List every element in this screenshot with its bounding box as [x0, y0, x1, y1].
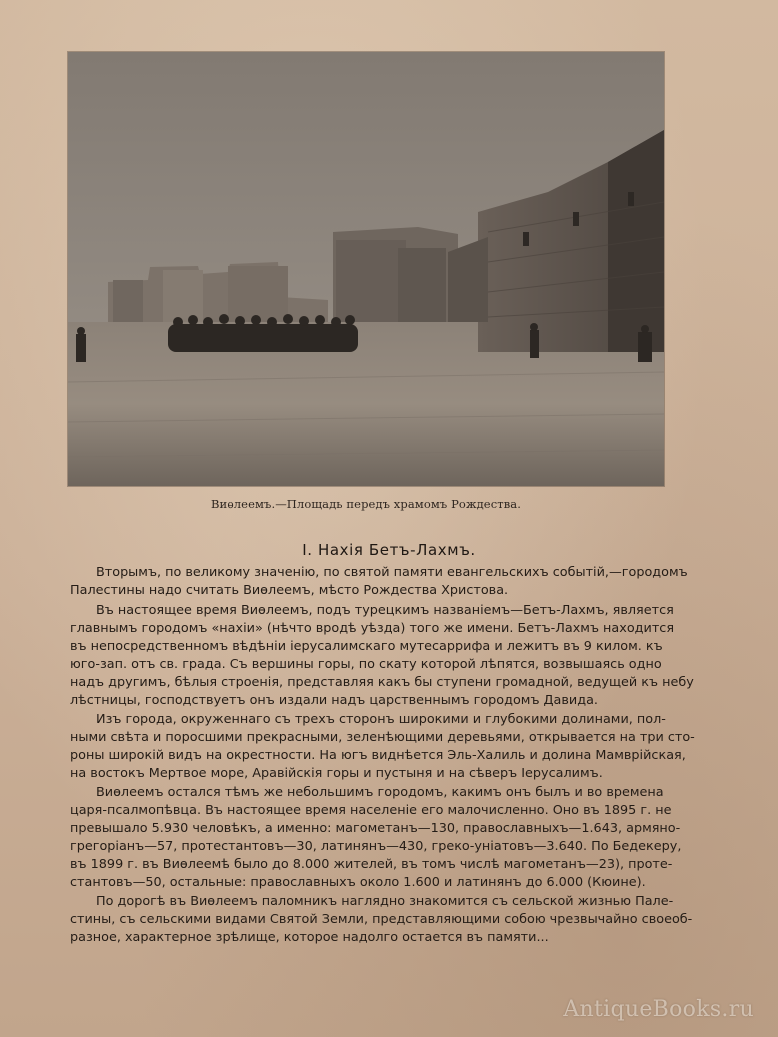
text-line: юго-зап. отъ св. града. Съ вершины горы, по скату которой лѣпятся, возвышаясь одно [70, 657, 662, 672]
section-heading: I. Нахія Бетъ-Лахмъ. [302, 541, 476, 559]
photo-illustration [68, 52, 664, 486]
text-line: ными свѣта и поросшими прекрасными, зеленѣющими деревьями, открывается на три сто- [70, 730, 695, 745]
text-line: Виѳлеемъ остался тѣмъ же небольшимъ городомъ, какимъ онъ былъ и во времена [96, 785, 664, 800]
text-line: превышало 5.930 человѣкъ, а именно: магометанъ—130, православныхъ—1.643, армяно- [70, 821, 681, 836]
text-line: главнымъ городомъ «нахіи» (нѣчто вродѣ уѣзда) того же имени. Бетъ-Лахмъ находится [70, 621, 675, 636]
photo-caption: Виѳлеемъ.—Площадь передъ храмомъ Рождества. [211, 497, 521, 511]
text-line: лѣстницы, господствуетъ онъ издали надъ царственнымъ городомъ Давида. [70, 693, 599, 708]
text-line: По дорогѣ въ Виѳлеемъ паломникъ наглядно знакомится съ сельской жизнью Пале- [96, 894, 674, 909]
text-line: надъ другимъ, бѣлыя строенія, представляя какъ бы ступени громадной, ведущей къ небу [70, 675, 694, 690]
text-line: царя-псалмопѣвца. Въ настоящее время населеніе его малочисленно. Оно въ 1895 г. не [70, 803, 672, 818]
text-line: на востокъ Мертвое море, Аравійскія горы и пустыня и на сѣверъ Іерусалимъ. [70, 766, 603, 781]
text-line: Вторымъ, по великому значенію, по святой памяти евангельскихъ событій,—городомъ [96, 565, 688, 580]
text-line: стантовъ—50, остальные: православныхъ около 1.600 и латинянъ до 6.000 (Кюине). [70, 875, 646, 890]
photo-bethlehem-square [68, 52, 664, 486]
text-line: Въ настоящее время Виѳлеемъ, подъ турецкимъ названіемъ—Бетъ-Лахмъ, является [96, 603, 674, 618]
text-line: Палестины надо считать Виѳлеемъ, мѣсто Рождества Христова. [70, 583, 509, 598]
text-line: разное, характерное зрѣлище, которое надолго остается въ памяти... [70, 930, 549, 945]
text-line: грегоріанъ—57, протестантовъ—30, латинянъ—430, греко-уніатовъ—3.640. По Бедекеру, [70, 839, 682, 854]
text-line: Изъ города, окруженнаго съ трехъ сторонъ широкими и глубокими долинами, пол- [96, 712, 666, 727]
watermark: AntiqueBooks.ru [563, 997, 754, 1022]
text-line: роны широкій видъ на окрестности. На югъ виднѣется Эль-Халиль и долина Мамврійская, [70, 748, 686, 763]
text-line: стины, съ сельскими видами Святой Земли, представляющими собою чрезвычайно своеоб- [70, 912, 693, 927]
text-line: въ непосредственномъ вѣдѣніи іерусалимскаго мутесаррифа и лежитъ въ 9 килом. къ [70, 639, 663, 654]
text-line: въ 1899 г. въ Виѳлеемѣ было до 8.000 жителей, въ томъ числѣ магометанъ—23), протe- [70, 857, 673, 872]
